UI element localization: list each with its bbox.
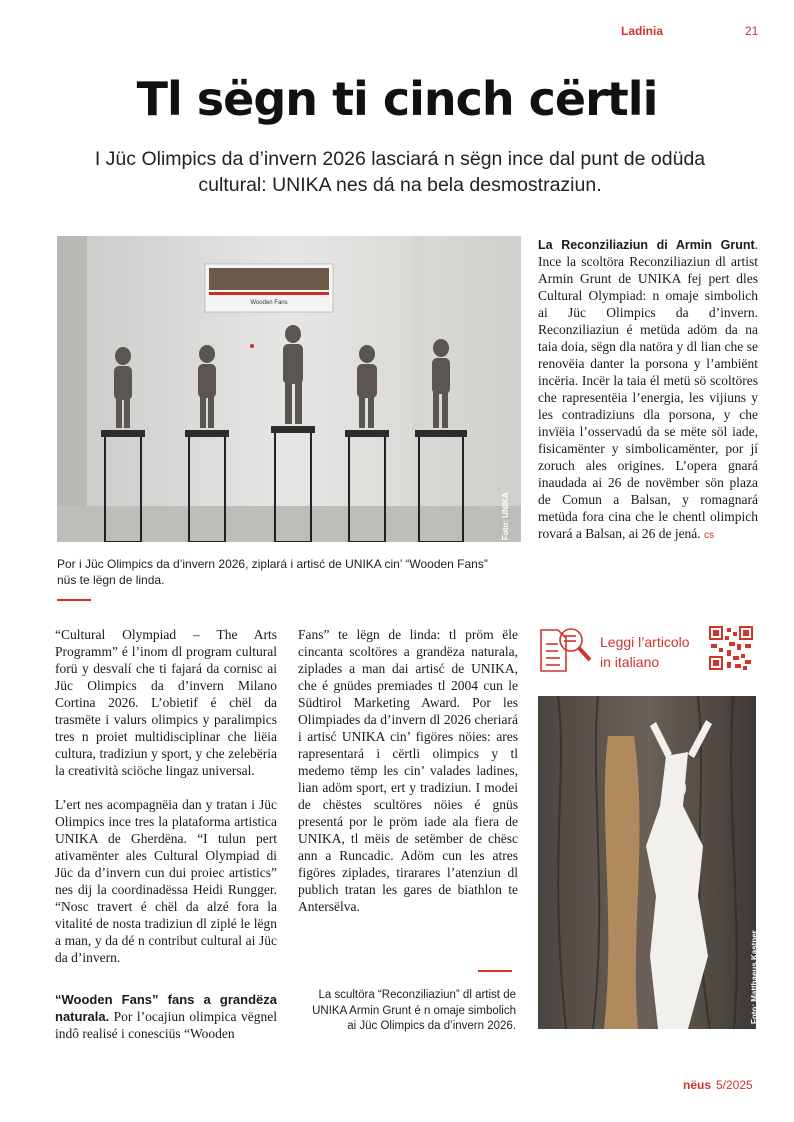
author-signature: cs: [704, 530, 715, 541]
italian-article-link[interactable]: Leggi l’articolo in italiano: [600, 634, 690, 670]
photo-credit: Foto: UNIKA: [501, 492, 510, 540]
sidebar-heading-dot: .: [754, 237, 758, 252]
article-column-1: [55, 626, 277, 1042]
page-number: 21: [745, 24, 759, 38]
reconziliaziun-photo: [538, 696, 756, 1029]
sidebar-body: Ince la scoltöra Reconziliaziun dl artist Armin Grunt de UNIKA fej pert dles Cultural Olympiad: n omaje simbolich ai Jüc Olimpics da d’invern. Reconziliaziun é metüda adöm da na taia doia, sëgn dla natöra y dl lian che se renovëia danter la porsona y l’ambiënt incëria. Incër la taia él metü sö scoltöres che rapresentëia l’energia, les vijiuns y les contradiziuns dla porsona, y che invïëia l’osservadú da se mëte söl iade, fisicamënter y simbolicamënter, por jí zoruch ales origines. L’opera gnará inaudada ai 26 de novëmber sön plaza de Comun a Balsan, y romagnará metüda fora cina che le chentl olimpich rovará a Balsan, ai 26 de jená.: [538, 254, 758, 541]
poster-text: Wooden Fans: [250, 300, 288, 306]
paragraph: Por l’ocajiun olimpica vëgnel indô realisé i conesciüs “Wooden: [55, 1009, 277, 1041]
paragraph: Fans” te lëgn de linda: tl pröm ële cincanta scoltöres a grandëza naturala, ziplades a man dai artisć de UNIKA, che é gnüdes premiades tl 2004 cun le Südtirol Marketing Award. Por les Olimpiades da d’invern dl 2026 cheriará i artisć UNIKA cin’ figöres nöies: ares rapresentará i cërtli olimpics y tl medemo tëmp les cin’ valades ladines, lian adöm sport, ert y tradiziun. I modei de chëstes scultöres nöies é gnüs presentá por le pröm iade ala fiera de UNIKA, tl mëis de setëmber de chësc ann a Runcadic. Adöm cun les atres figöres ziplades, tirarares l’atenziun dl publich tratan les gares de biathlon te Antersëlva.: [298, 627, 518, 914]
sculptures-photo: [57, 236, 521, 542]
divider-line: [57, 599, 91, 601]
document-search-icon: [538, 622, 594, 674]
photo-credit: Foto: Matthaeus Kastner: [750, 930, 759, 1024]
sidebar-text: [538, 236, 758, 542]
article-column-2: [298, 626, 518, 915]
photo-caption: La scultöra “Reconziliaziun” dl artist de UNIKA Armin Grunt é n omaje simbolich ai Jüc Olimpics da d’invern 2026.: [312, 989, 516, 1032]
paragraph: L’ert nes acompagnëia dan y tratan i Jüc Olimpics ince tres la plataforma artistica UNIKA de Gherdëna. “I tulun pert ativamënter ales Cultural Olympiad di Jüc da d’invern cun dui proiec artistics” nes dij la coordinadëssa Heidi Rungger. “Nosc travert é chël da alzé fora la vitalité de nosta tradiziun dl ziplé le lëgn a man, y da dé n contribut cultural ai Jüc da d’invern.: [55, 797, 277, 965]
subheading: “Wooden Fans” fans a grandëza naturala.: [55, 992, 277, 1024]
section-label: Ladinia: [621, 24, 664, 38]
article-title: Tl sëgn ti cinch cërtli: [136, 72, 658, 126]
photo-caption: Por i Jüc Olimpics da d’invern 2026, ziplará i artisć de UNIKA cin’ “Wooden Fans” nüs te lëgn de linda.: [57, 557, 488, 587]
paragraph: “Cultural Olympiad – The Arts Programm” é l’inom dl program cultural forü y desvalí che ti fajará da cornisc ai Jüc Olimpics da d’invern Milano Cortina 2026. L’obietif é chël da trasmëte i valurs olimpics y paralimpics tres n proiet multidisciplinar che liëia cultura, tradiziun y sport, y che zelebëria la creatività sciöche lingaz universal.: [55, 627, 277, 778]
article-lead: I Jüc Olimpics da d’invern 2026 lasciará n sëgn ince dal punt de odüda cultural: UNIKA nes dá na bela desmostraziun.: [94, 148, 706, 196]
issue-number: 5/2025: [716, 1078, 753, 1092]
sidebar-heading: La Reconziliaziun di Armin Grunt: [538, 238, 755, 252]
qr-code[interactable]: [709, 626, 753, 670]
magazine-name: nëus: [683, 1078, 712, 1092]
divider-line: [478, 970, 512, 972]
